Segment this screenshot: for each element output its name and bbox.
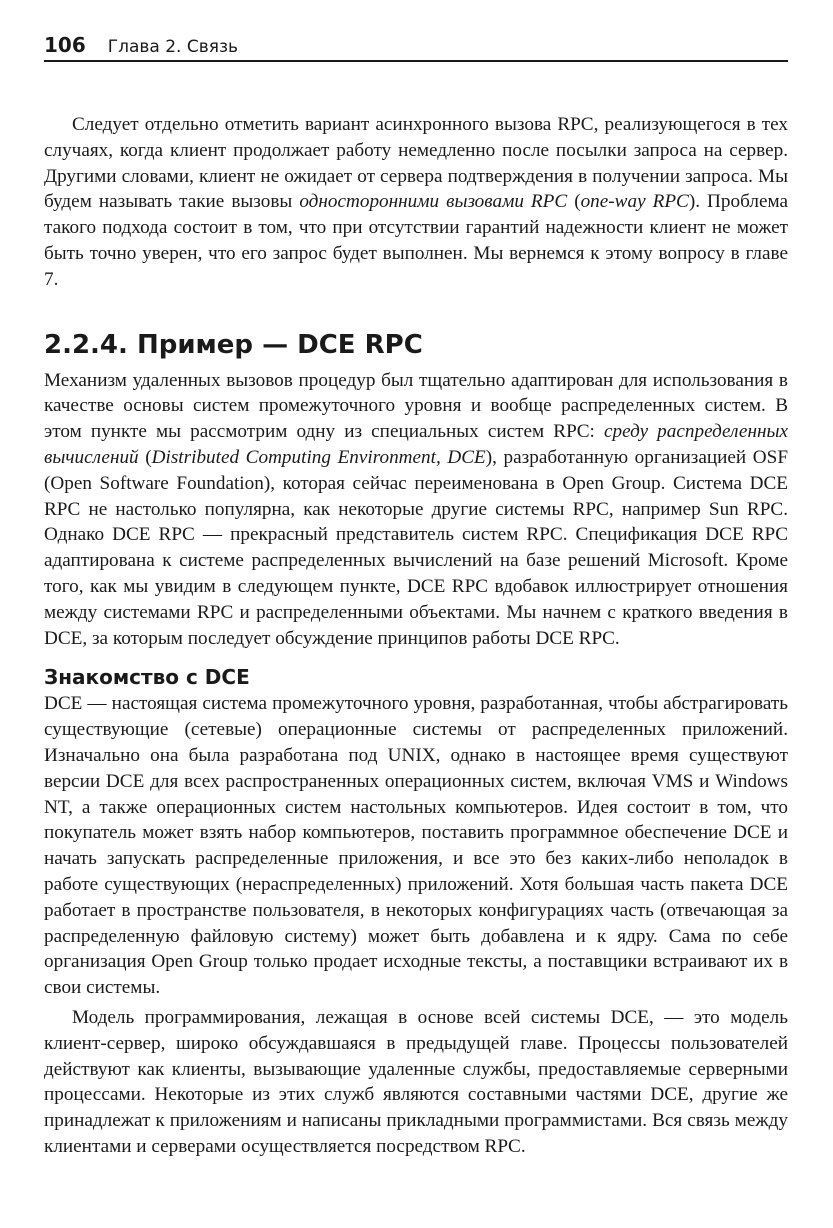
subsection-paragraph-2: Модель программирования, лежащая в основе всей системы DCE, — это модель клиент-сервер, широко обсуждавшаяся в предыдущей главе. Процессы пользователей действуют как клиенты, вызывающие удаленные службы, предоставляемые серверными процессами. Некоторые из этих служб являются составными частями DCE, другие же принадлежат к приложениям и написаны прикладными программистами. Вся связь между клиентами и серверами осуществляется посредством RPC. xyxy=(44,1006,788,1157)
section-text-2: ( xyxy=(138,446,152,468)
running-head xyxy=(44,34,788,62)
intro-text-2: ( xyxy=(567,191,581,213)
intro-text-1: Следует отдельно отметить вариант асинхронного вызова RPC, реализующегося в тех случаях, когда клиент продолжает работу немедленно после посылки запроса на сервер. Другими словами, клиент не ожидает от сервера подтверждения в получении запроса. Мы будем называть такие вызовы xyxy=(44,114,788,213)
page-body xyxy=(44,112,788,1160)
term-one-way-rpc-en: one-way RPC xyxy=(580,191,689,213)
section-text-3: ), разработанную организацией OSF (Open Software Foundation), которая сейчас переименована в Open Group. Система DCE RPC не настолько популярна, как некоторые другие системы RPC, например Sun RPC. Однако DCE RPC — прекрасный представитель систем RPC. Спецификация DCE RPC адаптирована к системе распределенных вычислений на базе решений Microsoft. Кроме того, как мы увидим в следующем пункте, DCE RPC вдобавок иллюстрирует отношения между системами RPC и распределенными объектами. Мы начнем с краткого введения в DCE, за которым последует обсуждение принципов работы DCE RPC. xyxy=(44,446,788,649)
intro-text-3: ). Проблема такого подхода состоит в том, что при отсутствии гарантий надежности клиент не может быть точно уверен, что его запрос будет выполнен. Мы вернемся к этому вопросу в главе 7. xyxy=(44,191,788,290)
intro-paragraph xyxy=(44,112,788,293)
term-one-way-rpc-ru: односторонними вызовами RPC xyxy=(299,191,568,213)
term-dce-ru: среду распределенных вычислений xyxy=(44,421,788,468)
subsection-paragraph-1: DCE — настоящая система промежуточного уровня, разработанная, чтобы абстрагировать существующие (сетевые) операционные системы от распределенных приложений. Изначально она была разработана под UNIX, однако в настоящее время существуют версии DCE для всех распространенных операционных систем, включая VMS и Windows NT, а также операционных систем настольных компьютеров. Идея состоит в том, что покупатель может взять набор компьютеров, поставить программное обеспечение DCE и начать запускать распределенные приложения, и все это без каких-либо неполадок в работе существующих (нераспределенных) приложений. Хотя большая часть пакета DCE работает в пространстве пользователя, в некоторых конфигурациях часть (отвечающая за распределенную файловую систему) может быть добавлена и к ядру. Сама по себе организация Open Group только продает исходные тексты, а поставщики встраивают их в свои системы. xyxy=(44,693,788,999)
section-text-1: Механизм удаленных вызовов процедур был тщательно адаптирован для использования в качестве основы систем промежуточного уровня и вообще распределенных систем. В этом пункте мы рассмотрим одну из специальных систем RPC: xyxy=(44,369,788,443)
chapter-title: Глава 2. Связь xyxy=(107,37,239,57)
page-number: 106 xyxy=(44,33,86,57)
section-heading: 2.2.4. Пример — DCE RPC xyxy=(44,329,423,360)
subsection-heading: Знакомство с DCE xyxy=(44,665,250,690)
section-paragraph xyxy=(44,368,788,652)
book-page xyxy=(44,34,788,1160)
term-dce-en: Distributed Computing Environment, DCE xyxy=(151,446,486,468)
